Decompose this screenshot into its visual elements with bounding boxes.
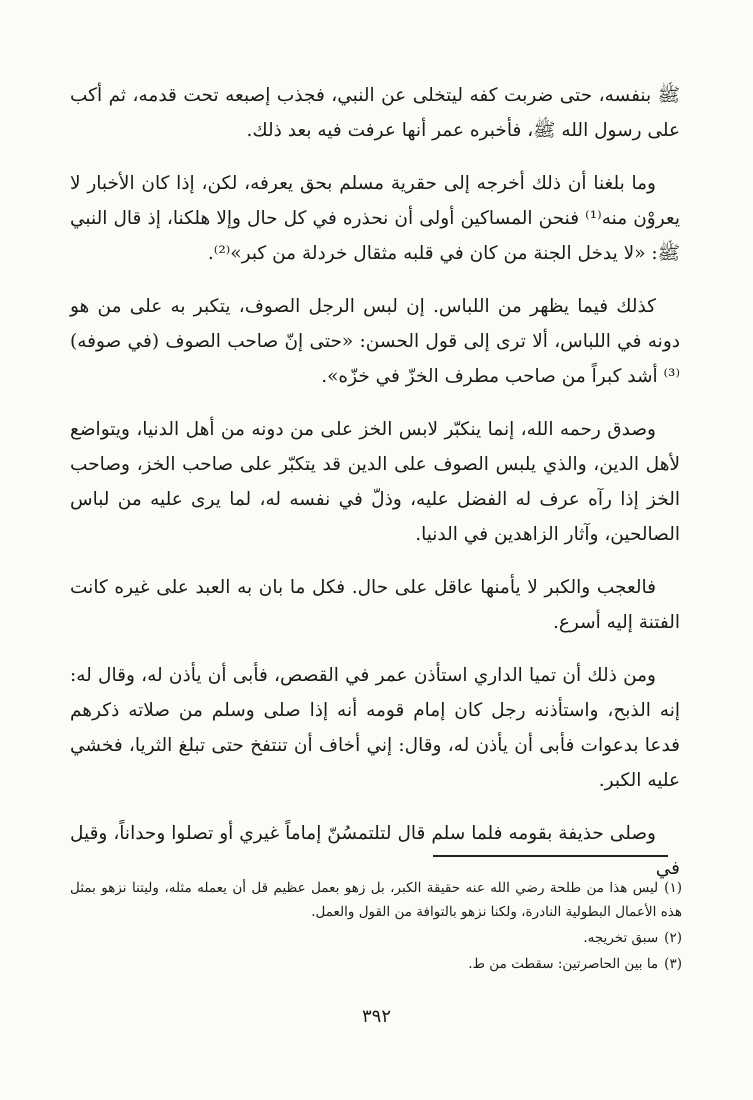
main-text	[70, 78, 680, 904]
paragraph-3: كذلك فيما يظهر من اللباس. إن لبس الرجل الصوف، يتكبر به على من هو دونه في اللباس، ألا ترى إلى قول الحسن: «حتى إنّ صاحب الصوف (في صوفه)⁽³⁾ أشد كبراً من صاحب مطرف الخزّ في خزّه».	[70, 296, 680, 387]
footnote-1	[70, 876, 682, 924]
footnote-number: (٣)	[664, 956, 682, 972]
paragraph-1: ﷺ بنفسه، حتى ضربت كفه ليتخلى عن النبي، فجذب إصبعه تحت قدمه، ثم أكب على رسول الله ﷺ، فأخبره عمر أنها عرفت فيه بعد ذلك.	[70, 85, 680, 141]
footnote-number: (٢)	[664, 930, 682, 946]
paragraph-4: وصدق رحمه الله، إنما ينكبّر لابس الخز على من دونه من أهل الدنيا، ويتواضع لأهل الدين، والذي يلبس الصوف على الدين قد يتكبّر على صاحب الخز، وصاحب الخز إذا رآه عرف له الفضل عليه، وذلّ في نفسه له، لما يرى عليه من لباس الصالحين، وآثار الزاهدين في الدنيا.	[70, 419, 680, 545]
footnote-number: (١)	[664, 880, 682, 896]
footnote-3	[70, 952, 682, 976]
footnote-text: ما بين الحاصرتين: سقطت من ط.	[468, 956, 659, 972]
footnote-2	[70, 926, 682, 950]
footnotes	[70, 876, 682, 978]
footnote-divider	[433, 855, 668, 857]
paragraph-2: وما بلغنا أن ذلك أخرجه إلى حقرية مسلم بحق يعرفه، لكن، إذا كان الأخبار لا يعروْن منه⁽¹⁾ فنحن المساكين أولى أن نحذره في كل حال وإلا هلكنا، إذ قال النبي ﷺ: «لا يدخل الجنة من كان في قلبه مثقال خردلة من كبر»⁽²⁾.	[70, 173, 681, 264]
footnote-text: ليس هذا من طلحة رضي الله عنه حقيقة الكبر، بل زهو بعمل عظيم قل أن يعمله مثله، وليتنا نزهو بمثل هذه الأعمال البطولية النادرة، ولكنا نزهو بالتوافة من القول والعمل.	[70, 880, 682, 920]
paragraph-7: وصلى حذيفة بقومه فلما سلم قال لتلتمسُنّ إماماً غيري أو تصلوا وحداناً، وقيل في	[70, 823, 680, 879]
paragraph-6: ومن ذلك أن تميا الداري استأذن عمر في القصص، فأبى أن يأذن له، وقال له: إنه الذبح، واستأذنه رجل كان إمام قومه أنه إذا صلى وسلم من صلاته ذكرهم فدعا بدعوات فأبى أن يأذن له، وقال: إني أخاف أن تنتفخ حتى تبلغ الثريا، فخشي عليه الكبر.	[70, 665, 680, 791]
paragraph-5: فالعجب والكبر لا يأمنها عاقل على حال. فكل ما بان به العبد على غيره كانت الفتنة إليه أسرع.	[70, 577, 680, 633]
footnote-text: سبق تخريجه.	[583, 930, 659, 946]
page-number: ٣٩٢	[361, 1006, 391, 1027]
